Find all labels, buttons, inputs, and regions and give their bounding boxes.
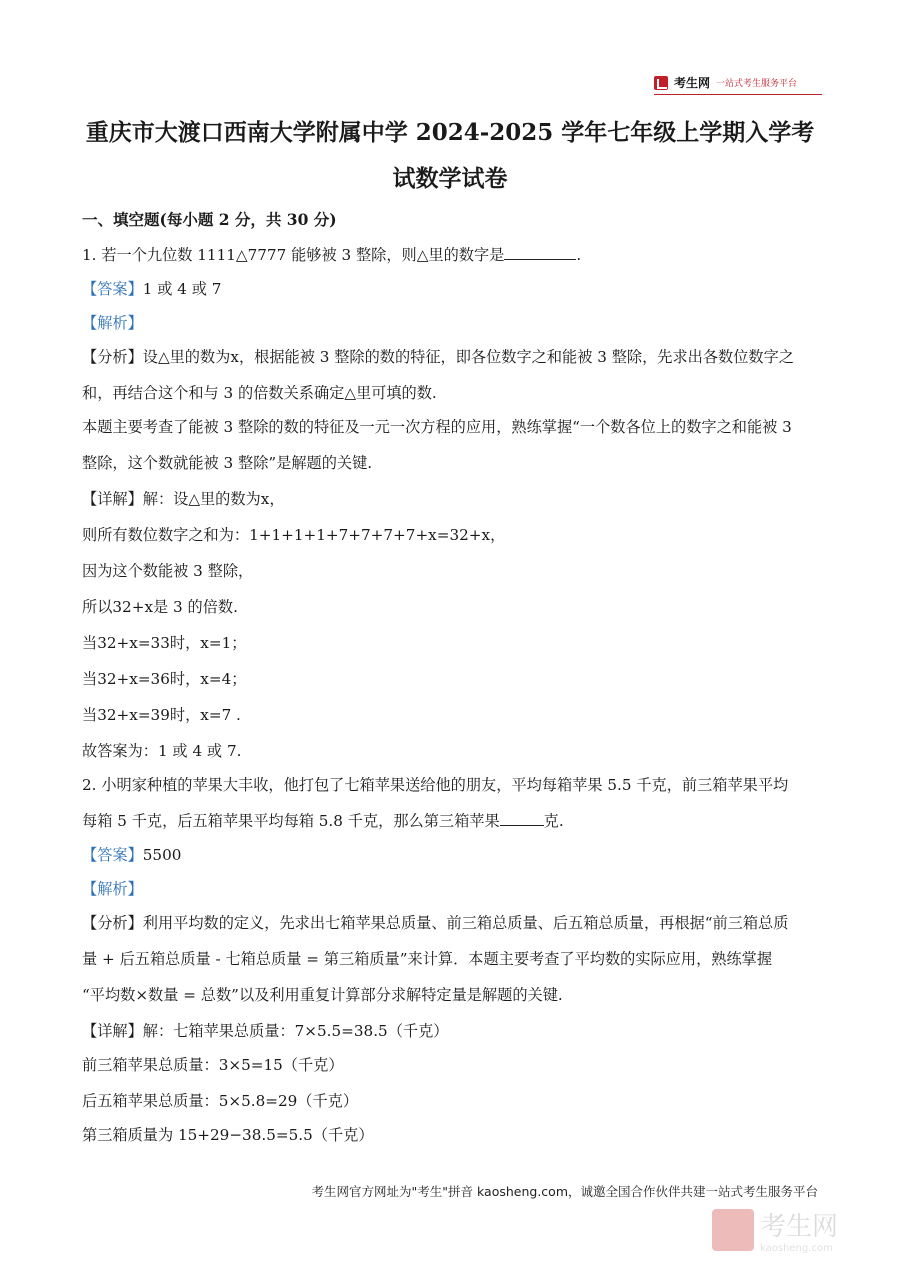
q2-unit: （千克） (282, 1056, 344, 1074)
q2-detail-2 (82, 1054, 344, 1075)
q1-conclusion: 故答案为：1 或 4 或 7. (82, 742, 242, 760)
page-title-line1: 重庆市大渡口西南大学附属中学 2024-2025 学年七年级上学期入学考 (85, 119, 815, 146)
brand-slogan: 一站式考生服务平台 (716, 79, 798, 89)
q1-detail-4 (82, 596, 238, 617)
q1-case-result: =4 (208, 670, 232, 688)
q2-detail-1-expr: 7×5.5=38.5 (294, 1022, 388, 1040)
watermark-logo-icon (712, 1209, 754, 1251)
q1-question-text: 1. 若一个九位数 1111△7777 能够被 3 整除，则△里的数字是 (82, 246, 505, 264)
q2-detail-3-expr: 5×5.8=29 (218, 1092, 298, 1110)
brand-header (654, 74, 797, 91)
q2-answer-tag: 【答案】 (82, 846, 143, 864)
q1-case-end: ； (231, 670, 247, 688)
q1-case-expr: 32+ (97, 670, 130, 688)
page-footer: 考生网官方网址为"考生"拼音 kaosheng.com，诚邀全国合作伙伴共建一站式考生服务平台 (311, 1184, 818, 1199)
q2-fenxi-tag: 【分析】 (82, 914, 143, 932)
q2-detail-4-expr: 15+29−38.5=5.5 (177, 1126, 313, 1144)
q1-summary-1: 本题主要考查了能被 3 整除的数的特征及一元一次方程的应用，熟练掌握“一个数各位上的数字之和能被 3 (82, 418, 792, 436)
q1-fenxi-tag: 【分析】 (82, 348, 143, 366)
q1-case-prefix: 当 (82, 634, 98, 652)
q1-case-value: =36 (137, 670, 170, 688)
q1-case-3 (82, 704, 241, 725)
q1-detail-4-expr: 32+ (112, 598, 145, 616)
q1-var: x (144, 598, 154, 616)
watermark-text: 考生网 (760, 1212, 839, 1242)
q1-detail-2-text: 则所有数位数字之和为： (82, 526, 250, 544)
q2-question-2 (82, 810, 564, 831)
q1-answer-tag: 【答案】 (82, 280, 143, 298)
q1-case-1 (82, 632, 246, 653)
q1-case-end: . (231, 706, 241, 724)
q1-var: x (260, 490, 270, 508)
q1-detail-4-end: 是 3 的倍数. (153, 598, 238, 616)
q2-analysis (82, 878, 143, 899)
q2-detail-4 (82, 1124, 374, 1145)
q1-detail-text: 解：设△里的数为 (142, 490, 261, 508)
q1-fenxi-2: 和，再结合这个和与 3 的倍数关系确定△里可填的数. (82, 384, 437, 402)
q2-fenxi-1 (82, 912, 788, 933)
q1-fenxi-text-b: ，根据能被 3 整除的数的特征，即各位数字之和能被 3 整除，先求出各数位数字之 (238, 348, 794, 366)
q1-fenxi-text: 设△里的数为 (142, 348, 231, 366)
q1-detail-3: 因为这个数能被 3 整除， (82, 562, 254, 580)
watermark-sub: kaosheng.com (760, 1243, 833, 1254)
q1-summary-2: 整除，这个数就能被 3 整除”是解题的关键. (82, 454, 373, 472)
q1-sum-eq: =32+ (436, 526, 482, 544)
q1-case-expr: 32+ (97, 634, 130, 652)
q1-var: x (129, 670, 138, 688)
q2-question-text: 每箱 5 千克，后五箱苹果平均每箱 5.8 千克，那么第三箱苹果 (82, 812, 500, 830)
q1-case-value: =33 (137, 634, 170, 652)
q1-question-end: . (576, 246, 582, 264)
q1-analysis (82, 312, 143, 333)
q2-question-end: 克. (543, 812, 564, 830)
q1-case-prefix: 当 (82, 706, 98, 724)
header-divider (654, 94, 822, 95)
q1-answer (82, 278, 221, 299)
q2-detail-tag: 【详解】 (82, 1022, 143, 1040)
q1-detail-2-end: ， (490, 526, 506, 544)
q1-detail-2 (82, 524, 505, 545)
watermark-text-group (760, 1206, 838, 1254)
q2-detail-4-text: 第三箱质量为 (82, 1126, 178, 1144)
q1-fenxi-1 (82, 346, 794, 367)
q2-answer-text: 5500 (142, 846, 182, 864)
q2-detail-2-expr: 3×5=15 (218, 1056, 283, 1074)
q1-case-prefix: 当 (82, 670, 98, 688)
q1-detail-4-text: 所以 (82, 598, 113, 616)
q1-var: x (230, 348, 239, 366)
q2-fenxi-3: “平均数×数量 = 总数”以及利用重复计算部分求解特定量是解题的关键. (82, 986, 563, 1004)
q1-case-value: =39 (137, 706, 170, 724)
q2-answer-blank (500, 811, 544, 826)
q1-detail-punct: ， (269, 490, 285, 508)
q1-detail-1 (82, 488, 285, 509)
q2-detail-2-text: 前三箱苹果总质量： (82, 1056, 219, 1074)
q2-unit: （千克） (387, 1022, 449, 1040)
q2-answer (82, 844, 181, 865)
q2-detail-3-text: 后五箱苹果总质量： (82, 1092, 219, 1110)
watermark (712, 1206, 838, 1254)
q1-case-mid: 时， (169, 706, 201, 724)
q2-detail-3 (82, 1090, 358, 1111)
q1-case-mid: 时， (169, 670, 201, 688)
q2-analysis-tag: 【解析】 (82, 880, 143, 898)
q2-fenxi-2: 量 + 后五箱总质量 - 七箱总质量 = 第三箱质量”来计算．本题主要考查了平均数的实际应用，熟练掌握 (82, 950, 773, 968)
q2-fenxi-text: 利用平均数的定义，先求出七箱苹果总质量、前三箱总质量、后五箱总质量，再根据“前三箱总质 (142, 914, 789, 932)
q2-unit: （千克） (312, 1126, 374, 1144)
q1-case-end: ； (231, 634, 247, 652)
q1-question (82, 244, 581, 265)
brand-name: 考生网 (674, 76, 711, 90)
q2-detail-1-text: 解：七箱苹果总质量： (142, 1022, 295, 1040)
section-heading: 一、填空题(每小题 2 分，共 30 分) (82, 210, 337, 229)
q1-var: x (428, 526, 437, 544)
q2-question-1: 2. 小明家种植的苹果大丰收，他打包了七箱苹果送给他的朋友，平均每箱苹果 5.5 千克，前三箱苹果平均 (82, 776, 789, 794)
q2-unit: （千克） (297, 1092, 359, 1110)
brand-logo-icon (654, 76, 668, 90)
q1-answer-text: 1 或 4 或 7 (142, 280, 222, 298)
q1-var: x (129, 706, 138, 724)
q1-var: x (200, 634, 209, 652)
q1-var: x (129, 634, 138, 652)
q1-var: x (200, 706, 209, 724)
q1-var: x (481, 526, 491, 544)
q1-case-2 (82, 668, 246, 689)
q1-case-expr: 32+ (97, 706, 130, 724)
q1-case-result: =7 (208, 706, 232, 724)
page-title-line2: 试数学试卷 (392, 165, 508, 192)
q1-case-result: =1 (208, 634, 232, 652)
q1-case-mid: 时， (169, 634, 201, 652)
q1-analysis-tag: 【解析】 (82, 314, 143, 332)
q1-detail-tag: 【详解】 (82, 490, 143, 508)
q1-var: x (200, 670, 209, 688)
q1-sum-expr: 1+1+1+1+7+7+7+7+ (249, 526, 429, 544)
q1-answer-blank (504, 245, 576, 260)
q2-detail-1 (82, 1020, 448, 1041)
